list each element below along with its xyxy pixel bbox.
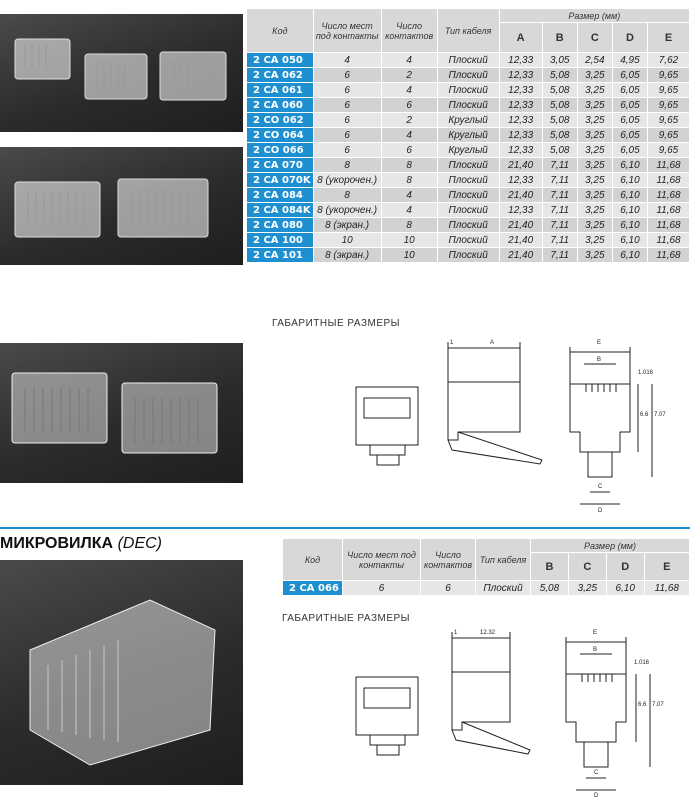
cell-d: 6,05 [612, 68, 647, 83]
cell-e: 9,65 [647, 98, 689, 113]
col-e: E [647, 23, 689, 53]
cell-cable: Плоский [437, 233, 499, 248]
cell-cable: Плоский [437, 188, 499, 203]
cell-e: 11,68 [647, 173, 689, 188]
cell-b: 7,11 [542, 158, 577, 173]
cell-code: 2 CA 060 [247, 98, 314, 113]
cell-contacts: 10 [381, 248, 437, 263]
table-row [247, 128, 690, 143]
table-row [247, 173, 690, 188]
dim-1: 1 [454, 630, 458, 636]
cell-cable: Плоский [437, 53, 499, 68]
cell-contacts: 6 [381, 143, 437, 158]
col-d: D [612, 23, 647, 53]
cell-a: 12,33 [499, 128, 542, 143]
col-cable: Тип кабеля [476, 539, 531, 581]
table-row [247, 248, 690, 263]
table-row [247, 98, 690, 113]
cell-e: 7,62 [647, 53, 689, 68]
col-c: C [568, 553, 606, 581]
col-places: Число мест под контакты [313, 9, 381, 53]
table-row [247, 233, 690, 248]
col-c: C [577, 23, 612, 53]
col-cable: Тип кабеля [437, 9, 499, 53]
cell-places: 8 (укорочен.) [313, 203, 381, 218]
cell-cable: Круглый [437, 143, 499, 158]
cell-cable: Плоский [437, 203, 499, 218]
cell-places: 8 (экран.) [313, 248, 381, 263]
dim-b: B [597, 357, 602, 363]
cell-places: 8 [313, 188, 381, 203]
cell-e: 11,68 [644, 581, 689, 596]
cell-cable: Круглый [437, 113, 499, 128]
cell-code: 2 CA 080 [247, 218, 314, 233]
cell-c: 3,25 [577, 113, 612, 128]
cell-d: 6,05 [612, 128, 647, 143]
cell-e: 9,65 [647, 143, 689, 158]
col-b: B [542, 23, 577, 53]
cell-c: 3,25 [577, 68, 612, 83]
cell-contacts: 2 [381, 68, 437, 83]
cell-a: 12,33 [499, 113, 542, 128]
cell-d: 6,10 [612, 203, 647, 218]
cell-code: 2 CO 064 [247, 128, 314, 143]
col-a: A [499, 23, 542, 53]
dim-1232: 12.32 [480, 630, 496, 636]
cell-c: 3,25 [577, 98, 612, 113]
dim-707: 7.07 [652, 702, 664, 708]
dim-1: 1 [450, 340, 454, 346]
cell-e: 11,68 [647, 203, 689, 218]
cell-a: 21,40 [499, 233, 542, 248]
col-size: Размер (мм) [499, 9, 689, 23]
cell-c: 3,25 [577, 188, 612, 203]
cell-b: 3,05 [542, 53, 577, 68]
cell-code: 2 CO 066 [247, 143, 314, 158]
cell-b: 5,08 [542, 83, 577, 98]
cell-code: 2 CA 062 [247, 68, 314, 83]
cell-c: 3,25 [577, 248, 612, 263]
table-row [247, 158, 690, 173]
cell-c: 3,25 [577, 203, 612, 218]
cell-places: 6 [313, 128, 381, 143]
col-code: Код [247, 9, 314, 53]
dim-1016: 1.016 [634, 660, 650, 666]
cell-places: 8 [313, 158, 381, 173]
cell-places: 6 [313, 68, 381, 83]
cell-c: 3,25 [577, 158, 612, 173]
cell-d: 6,10 [612, 173, 647, 188]
cell-e: 11,68 [647, 188, 689, 203]
photo-connectors-8 [0, 147, 243, 265]
photo-dec-plug [0, 560, 243, 785]
cell-b: 5,08 [542, 98, 577, 113]
cell-b: 5,08 [542, 143, 577, 158]
cell-code: 2 CA 066 [283, 581, 343, 596]
dim-66: 6.6 [640, 412, 649, 418]
cell-d: 6,10 [606, 581, 644, 596]
cell-a: 12,33 [499, 83, 542, 98]
cell-code: 2 CA 050 [247, 53, 314, 68]
cell-contacts: 2 [381, 113, 437, 128]
cell-c: 3,25 [577, 128, 612, 143]
cell-cable: Плоский [437, 218, 499, 233]
cell-e: 9,65 [647, 128, 689, 143]
cell-code: 2 CA 084 [247, 188, 314, 203]
cell-c: 3,25 [577, 218, 612, 233]
cell-places: 8 (экран.) [313, 218, 381, 233]
cell-contacts: 6 [421, 581, 476, 596]
table-row [247, 143, 690, 158]
cell-b: 7,11 [542, 248, 577, 263]
cell-contacts: 6 [381, 98, 437, 113]
cell-b: 7,11 [542, 203, 577, 218]
cell-a: 12,33 [499, 98, 542, 113]
cell-contacts: 8 [381, 218, 437, 233]
cell-places: 4 [313, 53, 381, 68]
cell-cable: Плоский [437, 248, 499, 263]
cell-contacts: 8 [381, 173, 437, 188]
cell-b: 7,11 [542, 173, 577, 188]
dim-c: C [598, 484, 603, 490]
photo-connectors-shielded [0, 343, 243, 483]
col-code: Код [283, 539, 343, 581]
cell-d: 6,10 [612, 188, 647, 203]
cell-c: 3,25 [577, 143, 612, 158]
cell-code: 2 CA 061 [247, 83, 314, 98]
cell-d: 6,10 [612, 218, 647, 233]
table-row [247, 113, 690, 128]
cell-e: 9,65 [647, 83, 689, 98]
spec-table [246, 8, 690, 263]
cell-code: 2 CA 101 [247, 248, 314, 263]
cell-cable: Плоский [437, 158, 499, 173]
table-row [247, 68, 690, 83]
dim-e: E [593, 630, 598, 636]
cell-code: 2 CO 062 [247, 113, 314, 128]
cell-b: 7,11 [542, 218, 577, 233]
col-b: B [531, 553, 569, 581]
cell-code: 2 CA 084K [247, 203, 314, 218]
cell-c: 3,25 [577, 233, 612, 248]
cell-b: 5,08 [542, 68, 577, 83]
cell-d: 6,05 [612, 113, 647, 128]
cell-places: 6 [313, 83, 381, 98]
cell-cable: Плоский [437, 98, 499, 113]
table-row [247, 218, 690, 233]
cell-a: 21,40 [499, 218, 542, 233]
cell-c: 3,25 [568, 581, 606, 596]
table-row [247, 203, 690, 218]
dimensions-title: ГАБАРИТНЫЕ РАЗМЕРЫ [272, 318, 401, 329]
cell-code: 2 CA 070 [247, 158, 314, 173]
table-row [247, 53, 690, 68]
cell-c: 3,25 [577, 173, 612, 188]
table-row [283, 581, 690, 596]
cell-a: 12,33 [499, 143, 542, 158]
col-contacts: Число контактов [421, 539, 476, 581]
dim-1016: 1.016 [638, 370, 654, 376]
cell-places: 6 [313, 98, 381, 113]
cell-cable: Плоский [437, 68, 499, 83]
table-row [247, 188, 690, 203]
cell-contacts: 4 [381, 128, 437, 143]
cell-contacts: 4 [381, 203, 437, 218]
dim-66: 6.6 [638, 702, 647, 708]
cell-cable: Плоский [437, 173, 499, 188]
col-d: D [606, 553, 644, 581]
dim-707: 7.07 [654, 412, 666, 418]
col-contacts: Число контактов [381, 9, 437, 53]
dimension-drawing-dec [340, 622, 680, 797]
cell-a: 12,33 [499, 68, 542, 83]
dim-d: D [598, 508, 603, 512]
cell-contacts: 8 [381, 158, 437, 173]
cell-contacts: 4 [381, 188, 437, 203]
cell-b: 5,08 [542, 128, 577, 143]
cell-a: 12,33 [499, 173, 542, 188]
cell-b: 7,11 [542, 188, 577, 203]
cell-d: 6,05 [612, 83, 647, 98]
cell-contacts: 4 [381, 53, 437, 68]
cell-places: 6 [313, 143, 381, 158]
cell-code: 2 CA 070K [247, 173, 314, 188]
cell-a: 21,40 [499, 158, 542, 173]
cell-d: 6,10 [612, 158, 647, 173]
cell-d: 6,10 [612, 233, 647, 248]
cell-cable: Плоский [437, 83, 499, 98]
cell-code: 2 CA 100 [247, 233, 314, 248]
cell-d: 6,05 [612, 98, 647, 113]
dimensions-title-2: ГАБАРИТНЫЕ РАЗМЕРЫ [282, 613, 411, 624]
cell-places: 6 [313, 113, 381, 128]
cell-d: 4,95 [612, 53, 647, 68]
dimension-drawing [340, 332, 680, 512]
cell-e: 9,65 [647, 113, 689, 128]
photo-connectors-4-6 [0, 14, 243, 132]
cell-b: 7,11 [542, 233, 577, 248]
dim-e: E [597, 340, 602, 346]
cell-c: 3,25 [577, 83, 612, 98]
cell-e: 11,68 [647, 158, 689, 173]
cell-places: 10 [313, 233, 381, 248]
cell-d: 6,10 [612, 248, 647, 263]
cell-contacts: 10 [381, 233, 437, 248]
spec-table-dec [282, 538, 690, 596]
cell-e: 11,68 [647, 218, 689, 233]
dim-a: A [490, 340, 495, 346]
cell-e: 11,68 [647, 248, 689, 263]
cell-a: 12,33 [499, 203, 542, 218]
cell-c: 2,54 [577, 53, 612, 68]
dim-d: D [594, 793, 599, 797]
cell-e: 11,68 [647, 233, 689, 248]
cell-b: 5,08 [542, 113, 577, 128]
dim-b: B [593, 647, 598, 653]
section-heading: МИКРОВИЛКА (DEC) [0, 535, 162, 552]
cell-cable: Круглый [437, 128, 499, 143]
cell-cable: Плоский [476, 581, 531, 596]
cell-b: 5,08 [531, 581, 569, 596]
col-places: Число мест под контакты [343, 539, 421, 581]
dim-c: C [594, 770, 599, 776]
cell-d: 6,05 [612, 143, 647, 158]
cell-e: 9,65 [647, 68, 689, 83]
col-size: Размер (мм) [531, 539, 690, 553]
cell-a: 12,33 [499, 53, 542, 68]
cell-a: 21,40 [499, 248, 542, 263]
cell-places: 6 [343, 581, 421, 596]
cell-a: 21,40 [499, 188, 542, 203]
cell-contacts: 4 [381, 83, 437, 98]
section-divider [0, 527, 690, 529]
table-row [247, 83, 690, 98]
cell-places: 8 (укорочен.) [313, 173, 381, 188]
col-e: E [644, 553, 689, 581]
